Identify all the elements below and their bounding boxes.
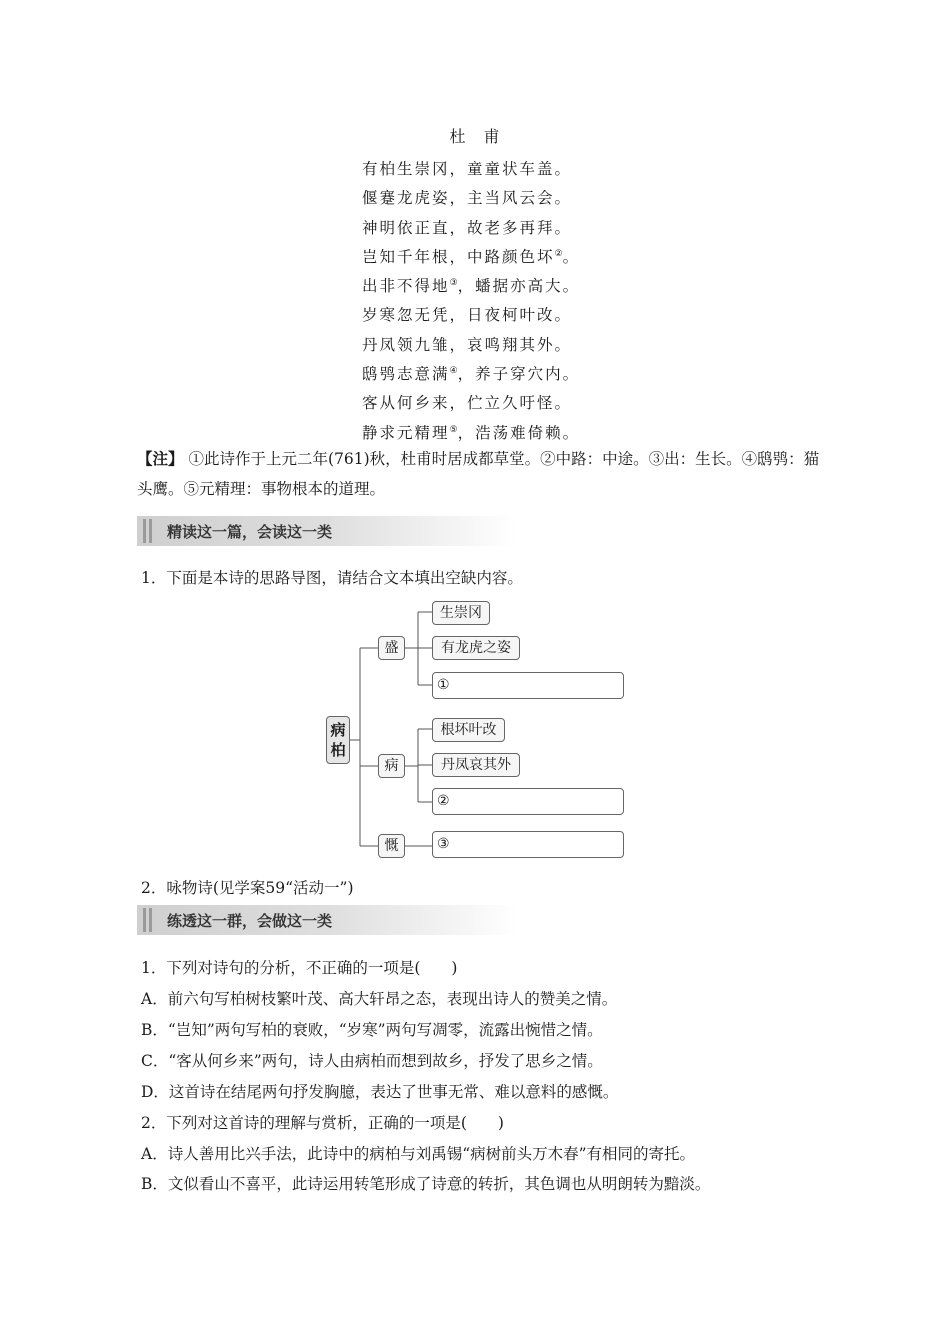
poem-line: 有柏生崇冈，童童状车盖。	[362, 160, 573, 178]
section-title: 练透这一群，会做这一类	[167, 912, 333, 930]
option-line: B．“岂知”两句写柏的衰败，“岁寒”两句写凋零，流露出惋惜之情。	[141, 1021, 603, 1039]
option-line: D．这首诗在结尾两句抒发胸臆，表达了世事无常、难以意料的感慨。	[141, 1083, 619, 1101]
mindmap-leaf: 有龙虎之姿	[432, 636, 520, 660]
poem-line: 出非不得地③，蟠据亦高大。	[362, 277, 581, 296]
mindmap-blank-1: ①	[432, 672, 624, 699]
question-line: 2．下列对这首诗的理解与赏析，正确的一项是( )	[141, 1114, 504, 1132]
mindmap-leaf: 丹凤哀其外	[432, 753, 520, 777]
section-banner-practice	[137, 905, 517, 935]
note-label: 【注】	[137, 450, 184, 468]
option-line: B．文似看山不喜平，此诗运用转笔形成了诗意的转折，其色调也从明朗转为黯淡。	[141, 1175, 711, 1193]
section-title: 精读这一篇，会读这一类	[167, 523, 333, 541]
poem-author: 杜 甫	[449, 127, 501, 146]
poem-line: 岁寒忽无凭，日夜柯叶改。	[362, 306, 573, 325]
option-line: A．前六句写柏树枝繁叶茂、高大轩昂之态，表现出诗人的赞美之情。	[141, 990, 618, 1008]
mindmap-branch-lament: 慨	[378, 834, 405, 858]
mindmap-blank-3: ③	[432, 831, 624, 858]
question-mindmap: 1．下面是本诗的思路导图，请结合文本填出空缺内容。	[141, 569, 523, 587]
mindmap-branch-sick: 病	[378, 754, 405, 778]
poem-line: 客从何乡来，伫立久吁怪。	[362, 394, 573, 413]
option-line: A．诗人善用比兴手法，此诗中的病柏与刘禹锡“病树前头万木春”有相同的寄托。	[141, 1145, 696, 1163]
mindmap-leaf: 生崇冈	[432, 601, 490, 625]
poem-line: 岂知千年根，中路颜色坏②。	[362, 247, 581, 266]
question-ode: 2．咏物诗(见学案59“活动一”)	[141, 879, 354, 897]
poem-notes	[137, 444, 827, 504]
mindmap-leaf: 根坏叶改	[432, 718, 505, 742]
mindmap-branch-flourish: 盛	[378, 636, 405, 660]
poem-line: 丹凤领九雏，哀鸣翔其外。	[362, 335, 573, 354]
section-banner-read	[137, 516, 517, 546]
poem-line: 神明依正直，故老多再拜。	[362, 218, 573, 237]
poem-body	[362, 152, 622, 445]
poem-line: 静求元精理⑤，浩荡难倚赖。	[362, 423, 581, 442]
poem-line: 偃蹇龙虎姿，主当风云会。	[362, 189, 573, 208]
note-text: ①此诗作于上元二年(761)秋，杜甫时居成都草堂。②中路：中途。③出：生长。④鸱鸮：猫头鹰。⑤元精理：事物根本的道理。	[137, 450, 820, 498]
poem-line: 鸱鸮志意满④，养子穿穴内。	[362, 365, 581, 384]
mindmap-root: 病柏	[326, 716, 350, 764]
question-line: 1．下列对诗句的分析，不正确的一项是( )	[141, 959, 458, 977]
mindmap-blank-2: ②	[432, 788, 624, 815]
option-line: C．“客从何乡来”两句，诗人由病柏而想到故乡，抒发了思乡之情。	[141, 1052, 603, 1070]
